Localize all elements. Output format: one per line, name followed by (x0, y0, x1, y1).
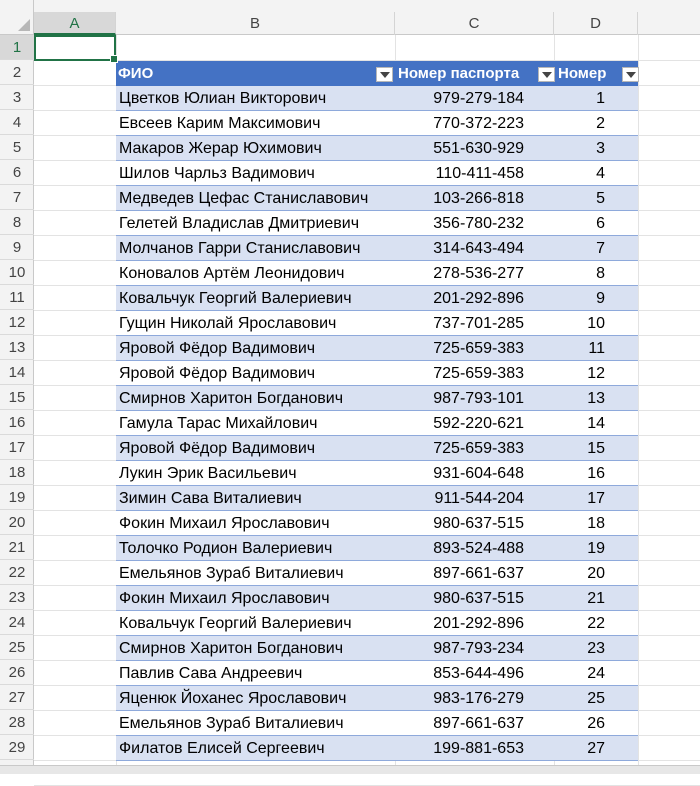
column-header-d[interactable]: D (554, 12, 638, 35)
cell-fio[interactable]: Филатов Елисей Сергеевич (119, 740, 325, 757)
row-header[interactable]: 15 (0, 385, 34, 410)
table-row (116, 436, 638, 461)
cell-passport[interactable]: 199-881-653 (433, 740, 524, 757)
cell-number[interactable]: 5 (596, 190, 605, 207)
table-row (116, 586, 638, 611)
cell-passport[interactable]: 103-266-818 (433, 190, 524, 207)
header-number[interactable]: Номер (558, 65, 607, 82)
row-header[interactable]: 28 (0, 710, 34, 735)
cell-fio[interactable]: Коновалов Артём Леонидович (119, 265, 345, 282)
table-row (116, 386, 638, 411)
table-row (116, 486, 638, 511)
cell-passport[interactable]: 278-536-277 (433, 265, 524, 282)
cell-passport[interactable]: 725-659-383 (433, 440, 524, 457)
row-header[interactable]: 10 (0, 260, 34, 285)
cell-fio[interactable]: Цветков Юлиан Викторович (119, 90, 327, 107)
cell-number[interactable]: 17 (587, 490, 605, 507)
cell-passport[interactable]: 979-279-184 (433, 90, 524, 107)
header-passport[interactable]: Номер паспорта (398, 65, 520, 82)
cell-number[interactable]: 8 (596, 265, 605, 282)
cell-number[interactable]: 22 (587, 615, 605, 632)
row-header[interactable]: 12 (0, 310, 34, 335)
cell-number[interactable]: 14 (587, 415, 605, 432)
select-all-icon (18, 19, 30, 31)
cell-fio[interactable]: Емельянов Зураб Виталиевич (119, 565, 344, 582)
fill-handle[interactable] (110, 55, 118, 63)
row-header[interactable]: 9 (0, 235, 34, 260)
table-row (116, 261, 638, 286)
cell-number[interactable]: 2 (596, 115, 605, 132)
row-header[interactable]: 8 (0, 210, 34, 235)
table-row (116, 86, 638, 111)
cell-fio[interactable]: Яценюк Йоханес Ярославович (119, 690, 347, 707)
row-header[interactable]: 21 (0, 535, 34, 560)
cell-fio[interactable]: Евсеев Карим Максимович (119, 115, 321, 132)
table-row (116, 161, 638, 186)
row-header[interactable]: 23 (0, 585, 34, 610)
cell-fio[interactable]: Емельянов Зураб Виталиевич (119, 715, 344, 732)
row-header[interactable]: 22 (0, 560, 34, 585)
table-row (116, 336, 638, 361)
table-row (116, 111, 638, 136)
cell-fio[interactable]: Толочко Родион Валериевич (119, 540, 333, 557)
row-header[interactable]: 6 (0, 160, 34, 185)
cell-fio[interactable]: Яровой Фёдор Вадимович (119, 365, 316, 382)
table-row (116, 361, 638, 386)
cell-fio[interactable]: Гущин Николай Ярославович (119, 315, 337, 332)
cell-number[interactable]: 16 (587, 465, 605, 482)
table-row (116, 186, 638, 211)
cell-fio[interactable]: Гамула Тарас Михайлович (119, 415, 318, 432)
row-header[interactable]: 27 (0, 685, 34, 710)
cell-number[interactable]: 20 (587, 565, 605, 582)
cell-fio[interactable]: Смирнов Харитон Богданович (119, 390, 344, 407)
table-row (116, 636, 638, 661)
cell-passport[interactable]: 551-630-929 (433, 140, 524, 157)
cell-passport[interactable]: 314-643-494 (433, 240, 524, 257)
cell-number[interactable]: 3 (596, 140, 605, 157)
cell-fio[interactable]: Яровой Фёдор Вадимович (119, 340, 316, 357)
cell-number[interactable]: 15 (587, 440, 605, 457)
column-header-a[interactable]: A (34, 12, 116, 35)
table-row (116, 536, 638, 561)
table-row (116, 561, 638, 586)
column-header-c[interactable]: C (395, 12, 554, 35)
cell-fio[interactable]: Лукин Эрик Васильевич (119, 465, 297, 482)
row-header[interactable]: 25 (0, 635, 34, 660)
table-row (116, 736, 638, 761)
row-header[interactable]: 13 (0, 335, 34, 360)
row-header-bar (0, 35, 34, 774)
table-header-row (116, 61, 638, 86)
cell-fio[interactable]: Павлив Сава Андреевич (119, 665, 303, 682)
cell-passport[interactable]: 897-661-637 (433, 565, 524, 582)
cell-fio[interactable]: Гелетей Владислав Дмитриевич (119, 215, 360, 232)
cell-number[interactable]: 23 (587, 640, 605, 657)
grid-vline (638, 35, 639, 774)
header-fio[interactable]: ФИО (118, 65, 154, 82)
cell-number[interactable]: 6 (596, 215, 605, 232)
cell-fio[interactable]: Фокин Михаил Ярославович (119, 515, 330, 532)
cell-fio[interactable]: Макаров Жерар Юхимович (119, 140, 322, 157)
row-header[interactable]: 2 (0, 60, 34, 85)
cell-passport[interactable]: 737-701-285 (433, 315, 524, 332)
table-row (116, 686, 638, 711)
column-header-bar (0, 0, 700, 35)
cell-number[interactable]: 24 (587, 665, 605, 682)
row-header[interactable]: 18 (0, 460, 34, 485)
sheet-tabs-bar[interactable] (0, 765, 700, 774)
table-row (116, 286, 638, 311)
row-header[interactable]: 1 (0, 35, 34, 60)
cell-passport[interactable]: 911-544-204 (434, 490, 524, 507)
row-header[interactable]: 19 (0, 485, 34, 510)
table-row (116, 211, 638, 236)
row-separator (116, 760, 638, 761)
table-row (116, 711, 638, 736)
row-header[interactable]: 4 (0, 110, 34, 135)
cell-fio[interactable]: Зимин Сава Виталиевич (119, 490, 302, 507)
row-header[interactable]: 24 (0, 610, 34, 635)
cell-passport[interactable]: 110-411-458 (435, 165, 524, 182)
cell-number[interactable]: 18 (587, 515, 605, 532)
filter-dropdown-icon[interactable] (622, 67, 639, 82)
cell-passport[interactable]: 987-793-101 (433, 390, 524, 407)
cell-fio[interactable]: Шилов Чарльз Вадимович (119, 165, 315, 182)
cell-number[interactable]: 1 (596, 90, 605, 107)
table-row (116, 236, 638, 261)
cell-passport[interactable]: 201-292-896 (433, 615, 524, 632)
cell-fio[interactable]: Яровой Фёдор Вадимович (119, 440, 316, 457)
filter-dropdown-icon[interactable] (376, 67, 393, 82)
table-row (116, 136, 638, 161)
cell-number[interactable]: 7 (596, 240, 605, 257)
cell-passport[interactable]: 987-793-234 (433, 640, 524, 657)
cell-passport[interactable]: 725-659-383 (433, 365, 524, 382)
cell-passport[interactable]: 931-604-648 (433, 465, 524, 482)
cell-passport[interactable]: 592-220-621 (433, 415, 524, 432)
cell-passport[interactable]: 983-176-279 (433, 690, 524, 707)
row-header[interactable]: 3 (0, 85, 34, 110)
row-header[interactable]: 11 (0, 285, 34, 310)
active-cell-a1[interactable] (34, 35, 116, 61)
row-header[interactable]: 16 (0, 410, 34, 435)
table-row (116, 411, 638, 436)
cell-number[interactable]: 4 (596, 165, 605, 182)
cell-passport[interactable]: 725-659-383 (433, 340, 524, 357)
cell-number[interactable]: 9 (596, 290, 605, 307)
cell-fio[interactable]: Молчанов Гарри Станиславович (119, 240, 361, 257)
cell-number[interactable]: 13 (587, 390, 605, 407)
row-header[interactable]: 29 (0, 735, 34, 760)
row-header[interactable]: 26 (0, 660, 34, 685)
row-header[interactable]: 5 (0, 135, 34, 160)
cell-passport[interactable]: 980-637-515 (433, 590, 524, 607)
cell-fio[interactable]: Фокин Михаил Ярославович (119, 590, 330, 607)
row-header[interactable]: 17 (0, 435, 34, 460)
cell-fio[interactable]: Ковальчук Георгий Валериевич (119, 290, 352, 307)
table-row (116, 311, 638, 336)
cell-number[interactable]: 27 (587, 740, 605, 757)
cell-number[interactable]: 19 (587, 540, 605, 557)
cell-fio[interactable]: Ковальчук Георгий Валериевич (119, 615, 352, 632)
table-row (116, 461, 638, 486)
cell-number[interactable]: 25 (587, 690, 605, 707)
cell-passport[interactable]: 893-524-488 (433, 540, 524, 557)
cell-passport[interactable]: 356-780-232 (433, 215, 524, 232)
filter-dropdown-icon[interactable] (538, 67, 555, 82)
table-row (116, 511, 638, 536)
table-row (116, 661, 638, 686)
cell-number[interactable]: 12 (587, 365, 605, 382)
cell-number[interactable]: 26 (587, 715, 605, 732)
table-row (116, 611, 638, 636)
cell-passport[interactable]: 201-292-896 (433, 290, 524, 307)
cell-fio[interactable]: Смирнов Харитон Богданович (119, 640, 344, 657)
column-header-b[interactable]: B (116, 12, 395, 35)
cell-passport[interactable]: 897-661-637 (433, 715, 524, 732)
row-header[interactable]: 14 (0, 360, 34, 385)
cell-passport[interactable]: 770-372-223 (433, 115, 524, 132)
cell-passport[interactable]: 980-637-515 (433, 515, 524, 532)
select-all-button[interactable] (0, 0, 34, 35)
cell-number[interactable]: 10 (587, 315, 605, 332)
cell-passport[interactable]: 853-644-496 (433, 665, 524, 682)
cell-number[interactable]: 11 (588, 340, 605, 357)
row-header[interactable]: 7 (0, 185, 34, 210)
cell-number[interactable]: 21 (587, 590, 605, 607)
cell-fio[interactable]: Медведев Цефас Станиславович (119, 190, 369, 207)
row-header[interactable]: 20 (0, 510, 34, 535)
